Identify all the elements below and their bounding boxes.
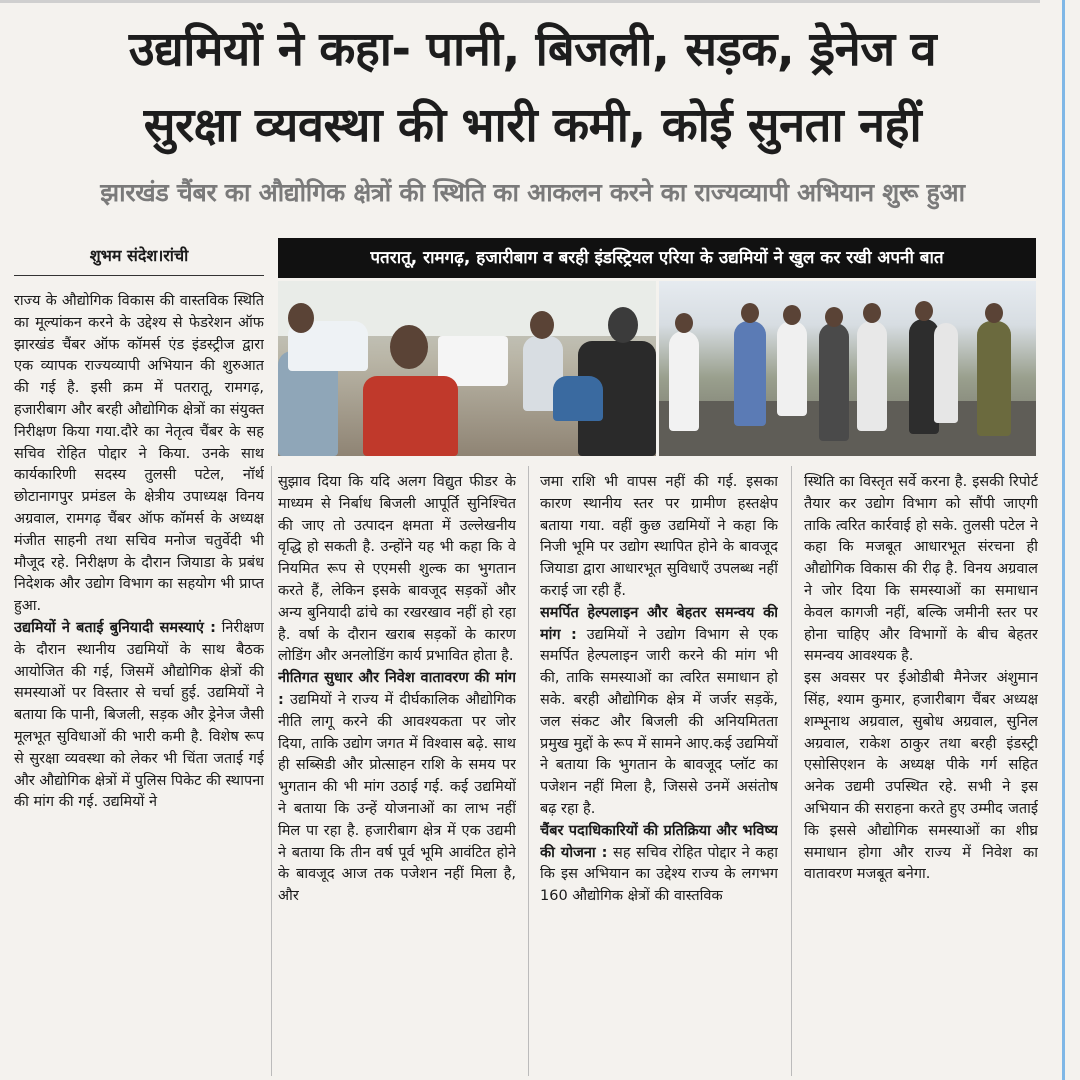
article-paragraph: जमा राशि भी वापस नहीं की गई. इसका कारण स्थानीय स्तर पर ग्रामीण हस्तक्षेप बताया गया. वहीं कुछ उद्यमियों ने कहा कि निजी भूमि पर उद्योग स्थापित होने के बावजूद जियाडा द्वारा आधारभूत सुविधाएँ उपलब्ध नहीं कराई जा रही हैं. [540, 474, 778, 599]
photo-person-head [741, 303, 759, 323]
byline-rule [14, 275, 264, 276]
column-rule [791, 466, 792, 1076]
article-paragraph: स्थिति का विस्तृत सर्वे करना है. इसकी रिपोर्ट तैयार कर उद्योग विभाग को सौंपी जाएगी ताकि त्वरित कार्रवाई हो सके. तुलसी पटेल ने कहा कि मजबूत आधारभूत संरचना ही औद्योगिक विकास की रीढ़ है. विनय अग्रवाल ने जोर दिया कि समस्याओं का समाधान केवल कागजी नहीं, बल्कि जमीनी स्तर पर होना चाहिए और विभागों के बीच बेहतर समन्वय आवश्यक है. [804, 474, 1038, 665]
headline-line-2: सुरक्षा व्यवस्था की भारी कमी, कोई सुनता नहीं [143, 98, 922, 153]
article-column-3 [540, 472, 778, 1077]
photo-person [363, 376, 458, 456]
photo-person [777, 321, 807, 416]
section-subheading: उद्यमियों ने बताई बुनियादी समस्याएं : [14, 619, 216, 636]
photo-person-head [608, 307, 638, 343]
photo-person-head [675, 313, 693, 333]
article-paragraph: इस अवसर पर ईओडीबी मैनेजर अंशुमान सिंह, श्याम कुमार, हजारीबाग चैंबर अध्यक्ष शम्भूनाथ अग्रवाल, सुबोध अग्रवाल, सुनिल अग्रवाल, राकेश ठाकुर तथा बरही इंडस्ट्री एसोसिएशन के अध्यक्ष पीके गर्ग सहित अनेक उद्यमी उपस्थित रहे. सभी ने इस अभियान की सराहना करते हुए उम्मीद जताई कि इससे औद्योगिक समस्याओं का शीघ्र समाधान होगा और राज्य में निवेश का वातावरण मजबूत बनेगा. [804, 670, 1038, 883]
site-visit-photo [659, 281, 1036, 456]
photo-person-head [863, 303, 881, 323]
photo-person-head [825, 307, 843, 327]
photo-person [669, 331, 699, 431]
headline-line-1: उद्यमियों ने कहा- पानी, बिजली, सड़क, ड्रेनेज व [128, 22, 937, 77]
photo-caption: पतरातू, रामगढ़, हजारीबाग व बरही इंडस्ट्रियल एरिया के उद्यमियों ने खुल कर रखी अपनी बात [278, 238, 1036, 278]
column-rule [528, 466, 529, 1076]
photo-person [819, 323, 849, 441]
article-paragraph: उद्यमियों ने राज्य में दीर्घकालिक औद्योगिक नीति लागू करने की आवश्यकता पर जोर दिया, ताकि उद्योग जगत में विश्वास बढ़े. साथ ही सब्सिडी और प्रोत्साहन राशि के समय पर भुगतान की भी मांग उठाई गई. कई उद्यमियों ने बताया कि उन्हें योजनाओं का लाभ नहीं मिल पा रहा है. हजारीबाग क्षेत्र में एक उद्यमी ने बताया कि तीन वर्ष पूर्व भूमि आवंटित होने के बावजूद आज तक पजेशन नहीं मिला है, और [278, 691, 516, 905]
top-rule [0, 0, 1040, 3]
subheadline: झारखंड चैंबर का औद्योगिक क्षेत्रों की स्थिति का आकलन करने का राज्यव्यापी अभियान शुरू हुआ [100, 178, 965, 207]
photo-person-head [390, 325, 428, 369]
photo-person-head [783, 305, 801, 325]
photo-person [934, 323, 958, 423]
photo-person [734, 321, 766, 426]
photo-person-head [530, 311, 554, 339]
page-edge-rule [1062, 0, 1065, 1080]
photo-person [553, 376, 603, 421]
meeting-photo [278, 281, 656, 456]
column-rule [271, 466, 272, 1076]
article-paragraph: सुझाव दिया कि यदि अलग विद्युत फीडर के माध्यम से निर्बाध बिजली आपूर्ति सुनिश्चित की जाए तो उत्पादन क्षमता में उल्लेखनीय वृद्धि हो सकती है. उन्होंने यह भी कहा कि वे नियमित रूप से एएमसी शुल्क का भुगतान करते हैं, लेकिन इसके बावजूद सड़कों और अन्य बुनियादी ढांचे का रखरखाव नहीं हो रहा है. वर्षा के दौरान खराब सड़कों के कारण लोडिंग और अनलोडिंग कार्य प्रभावित होता है. [278, 474, 516, 665]
byline: शुभम संदेश।रांची [89, 246, 189, 265]
photo-person-head [288, 303, 314, 333]
photo-person [857, 321, 887, 431]
photo-person-head [985, 303, 1003, 323]
article-paragraph: निरीक्षण के दौरान स्थानीय उद्यमियों के साथ बैठक आयोजित की गई, जिसमें औद्योगिक क्षेत्रों की समस्याओं पर विस्तार से चर्चा हुई. उद्यमियों ने बताया कि पानी, बिजली, सड़क और ड्रेनेज जैसी मूलभूत सुविधाओं की भारी कमी है. विशेष रूप से सुरक्षा व्यवस्था को लेकर भी चिंता जताई गई और औद्योगिक क्षेत्रों में पुलिस पिकेट की स्थापना की मांग की गई. उद्यमियों ने [14, 619, 264, 811]
section-subheading: समर्पित हेल्पलाइन और बेहतर समन्वय की मांग : [540, 604, 778, 643]
photo-person [977, 321, 1011, 436]
article-paragraph: उद्यमियों ने उद्योग विभाग से एक समर्पित हेल्पलाइन जारी करने की मांग भी की, ताकि समस्याओं का त्वरित समाधान हो सके. बरही औद्योगिक क्षेत्र में जर्जर सड़कें, जल संकट और बिजली की अनियमितता प्रमुख मुद्दों के रूप में सामने आए.कई उद्यमियों ने बताया कि भुगतान के बावजूद प्लॉट का पजेशन नहीं मिला है, जिससे उनमें असंतोष बढ़ रहा है. [540, 626, 778, 817]
article-column-4 [804, 472, 1038, 1077]
article-column-1 [14, 291, 264, 1077]
section-subheading: नीतिगत सुधार और निवेश वातावरण की मांग : [278, 670, 516, 708]
article-paragraph: सह सचिव रोहित पोद्दार ने कहा कि इस अभियान का उद्देश्य राज्य के लगभग 160 औद्योगिक क्षेत्रों की वास्तविक [540, 844, 778, 905]
article-column-2 [278, 472, 516, 1077]
article-paragraph: राज्य के औद्योगिक विकास की वास्तविक स्थिति का मूल्यांकन करने के उद्देश्य से फेडरेशन ऑफ झारखंड चैंबर ऑफ कॉमर्स एंड इंडस्ट्रीज द्वारा एक व्यापक राज्यव्यापी अभियान की शुरुआत की गई है. इसी क्रम में पतरातू, रामगढ़, हजारीबाग और बरही औद्योगिक क्षेत्रों का संयुक्त निरीक्षण किया गया.दौरे का नेतृत्व चैंबर के सह सचिव रोहित पोद्दार ने किया. उनके साथ कार्यकारिणी सदस्य तुलसी पटेल, नॉर्थ छोटानागपुर प्रमंडल के क्षेत्रीय उपाध्यक्ष विनय अग्रवाल, रामगढ़ चैंबर ऑफ कॉमर्स के अध्यक्ष मंजीत साहनी तथा सचिव मनोज चतुर्वेदी भी मौजूद रहे. निरीक्षण के दौरान जियाडा के प्रबंध निदेशक और उद्योग विभाग का सहयोग भी प्राप्त हुआ. [14, 293, 264, 615]
photo-person-head [915, 301, 933, 321]
section-subheading: चैंबर पदाधिकारियों की प्रतिक्रिया और भविष्य की योजना : [540, 822, 778, 861]
